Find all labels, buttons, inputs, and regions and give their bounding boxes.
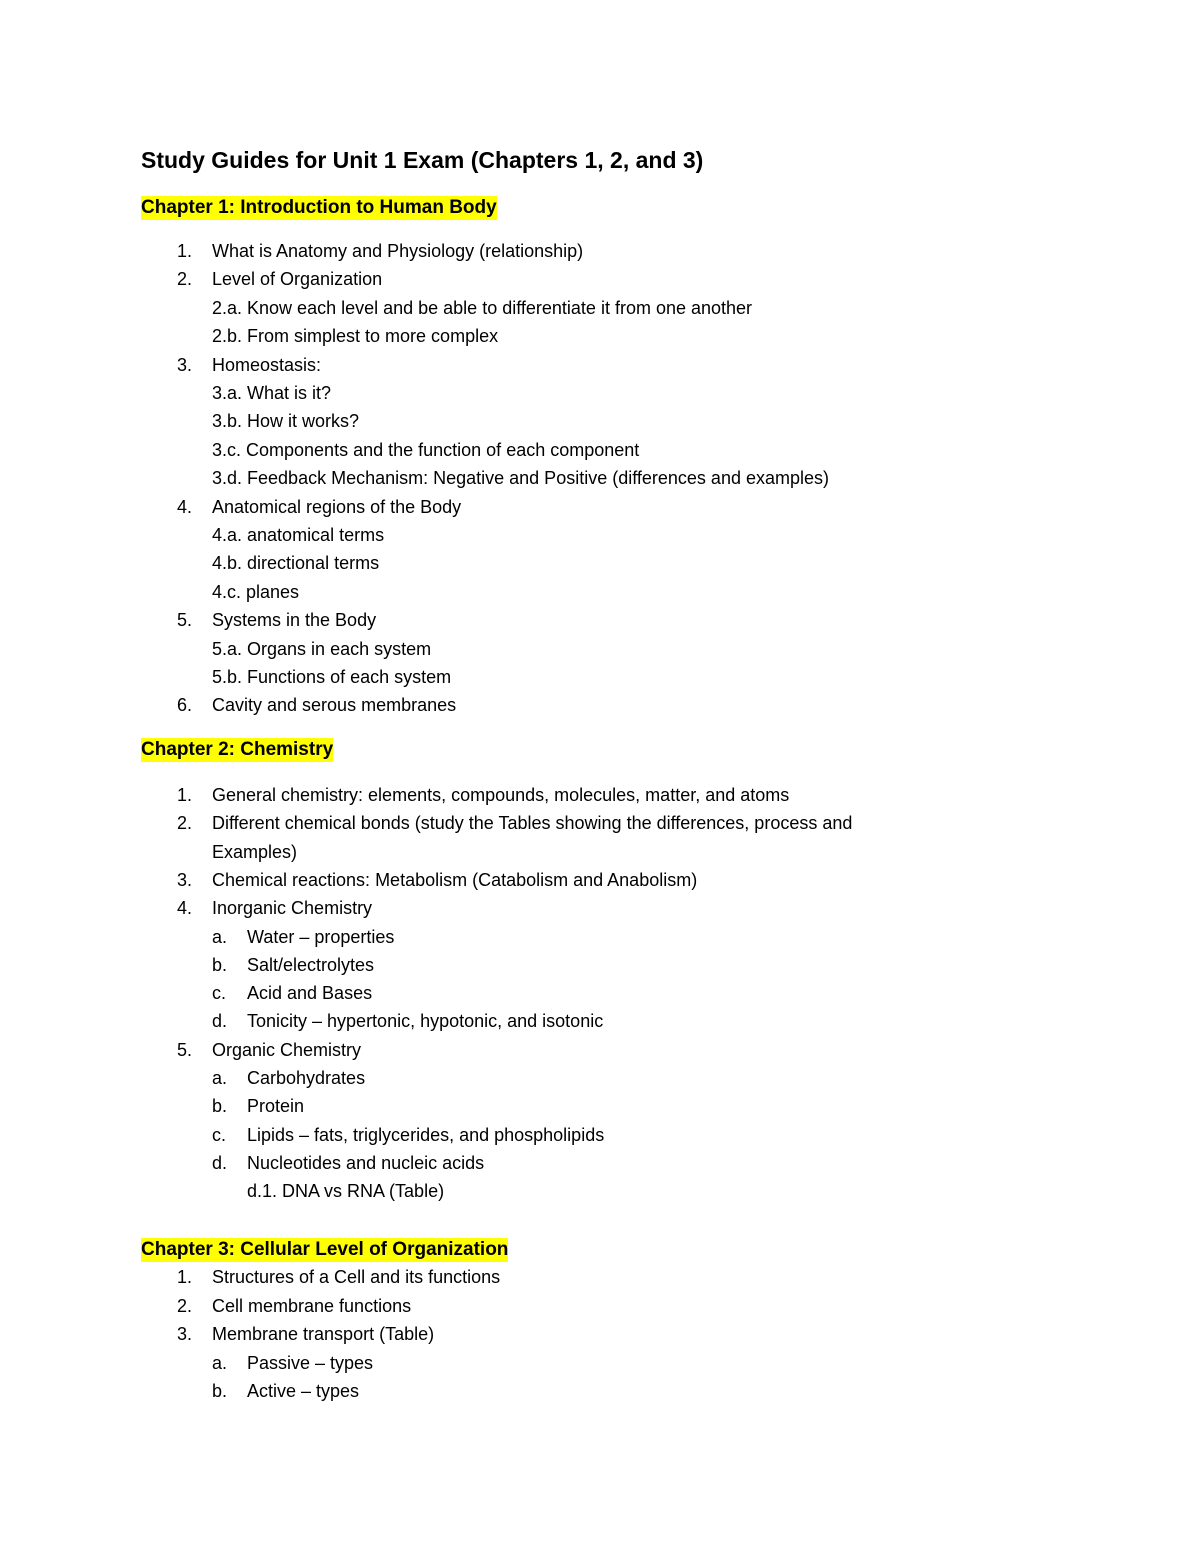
list-item: 3.d. Feedback Mechanism: Negative and Positive (differences and examples) (212, 468, 829, 489)
list-marker: 5. (177, 610, 193, 631)
list-item: Anatomical regions of the Body (212, 496, 462, 517)
list-item: 4.b. directional terms (212, 553, 380, 574)
chapter-heading (141, 738, 333, 762)
list-marker: b. (212, 954, 228, 975)
list-marker: 1. (177, 785, 193, 805)
list-item: Acid and Bases (247, 983, 373, 1004)
list-item: Lipids – fats, triglycerides, and phospholipids (247, 1124, 605, 1145)
list-item: Carbohydrates (247, 1068, 366, 1088)
list-marker: 3. (177, 1324, 193, 1345)
document-title: Study Guides for Unit 1 Exam (Chapters 1, 2, and 3) (141, 147, 704, 173)
list-marker: 4. (177, 898, 193, 919)
list-item: Systems in the Body (212, 610, 377, 631)
list-marker: 3. (177, 869, 193, 890)
list-marker: b. (212, 1096, 228, 1117)
list-item: 3.c. Components and the function of each component (212, 439, 640, 460)
list-item: Nucleotides and nucleic acids (247, 1152, 485, 1173)
list-item: Different chemical bonds (study the Tables showing the differences, process and (212, 813, 853, 834)
list-marker: c. (212, 1124, 227, 1145)
chapter-heading (141, 1238, 508, 1262)
list-item: Structures of a Cell and its functions (212, 1267, 501, 1287)
list-item: 3.a. What is it? (212, 383, 332, 403)
list-item: 3.b. How it works? (212, 411, 360, 432)
list-item: Protein (247, 1096, 305, 1117)
list-item: Membrane transport (Table) (212, 1324, 435, 1345)
list-marker: 2. (177, 813, 193, 834)
list-item: Organic Chemistry (212, 1039, 362, 1060)
list-item: Inorganic Chemistry (212, 898, 373, 919)
list-marker: 1. (177, 1267, 193, 1287)
list-item: Water – properties (247, 926, 395, 947)
list-item: 2.a. Know each level and be able to differentiate it from one another (212, 297, 753, 318)
list-marker: b. (212, 1381, 228, 1402)
list-item: Examples) (212, 841, 298, 862)
chapter-heading-text: Chapter 1: Introduction to Human Body (141, 197, 497, 218)
chapter-heading-text: Chapter 2: Chemistry (141, 739, 334, 760)
list-item: Cavity and serous membranes (212, 695, 457, 716)
list-marker: d. (212, 1152, 228, 1173)
list-item: Cell membrane functions (212, 1295, 412, 1316)
list-marker: 4. (177, 496, 193, 517)
list-marker: 6. (177, 695, 193, 716)
list-item: 4.a. anatomical terms (212, 525, 385, 545)
list-item: Homeostasis: (212, 354, 322, 375)
list-item: Chemical reactions: Metabolism (Catabolism and Anabolism) (212, 869, 698, 890)
list-item: Salt/electrolytes (247, 954, 375, 975)
list-marker: 2. (177, 269, 193, 290)
list-item: General chemistry: elements, compounds, molecules, matter, and atoms (212, 785, 790, 805)
list-item: Tonicity – hypertonic, hypotonic, and isotonic (247, 1011, 604, 1032)
list-item: 5.b. Functions of each system (212, 667, 452, 687)
list-marker: a. (212, 926, 228, 947)
list-item: Level of Organization (212, 269, 383, 290)
list-marker: a. (212, 1352, 228, 1373)
list-marker: a. (212, 1068, 228, 1088)
list-item: 2.b. From simplest to more complex (212, 326, 499, 347)
list-marker: 1. (177, 241, 193, 261)
chapter-heading (141, 196, 497, 220)
list-marker: 5. (177, 1039, 193, 1060)
list-item: What is Anatomy and Physiology (relationship) (212, 241, 584, 261)
list-item: Active – types (247, 1381, 360, 1402)
list-item: 5.a. Organs in each system (212, 638, 432, 659)
list-item: Passive – types (247, 1352, 374, 1373)
list-marker: 2. (177, 1295, 193, 1316)
list-item: 4.c. planes (212, 581, 300, 602)
list-marker: 3. (177, 354, 193, 375)
chapter-heading-text: Chapter 3: Cellular Level of Organization (141, 1239, 509, 1260)
list-marker: d. (212, 1011, 228, 1032)
list-marker: c. (212, 983, 227, 1004)
list-item: d.1. DNA vs RNA (Table) (247, 1181, 445, 1202)
